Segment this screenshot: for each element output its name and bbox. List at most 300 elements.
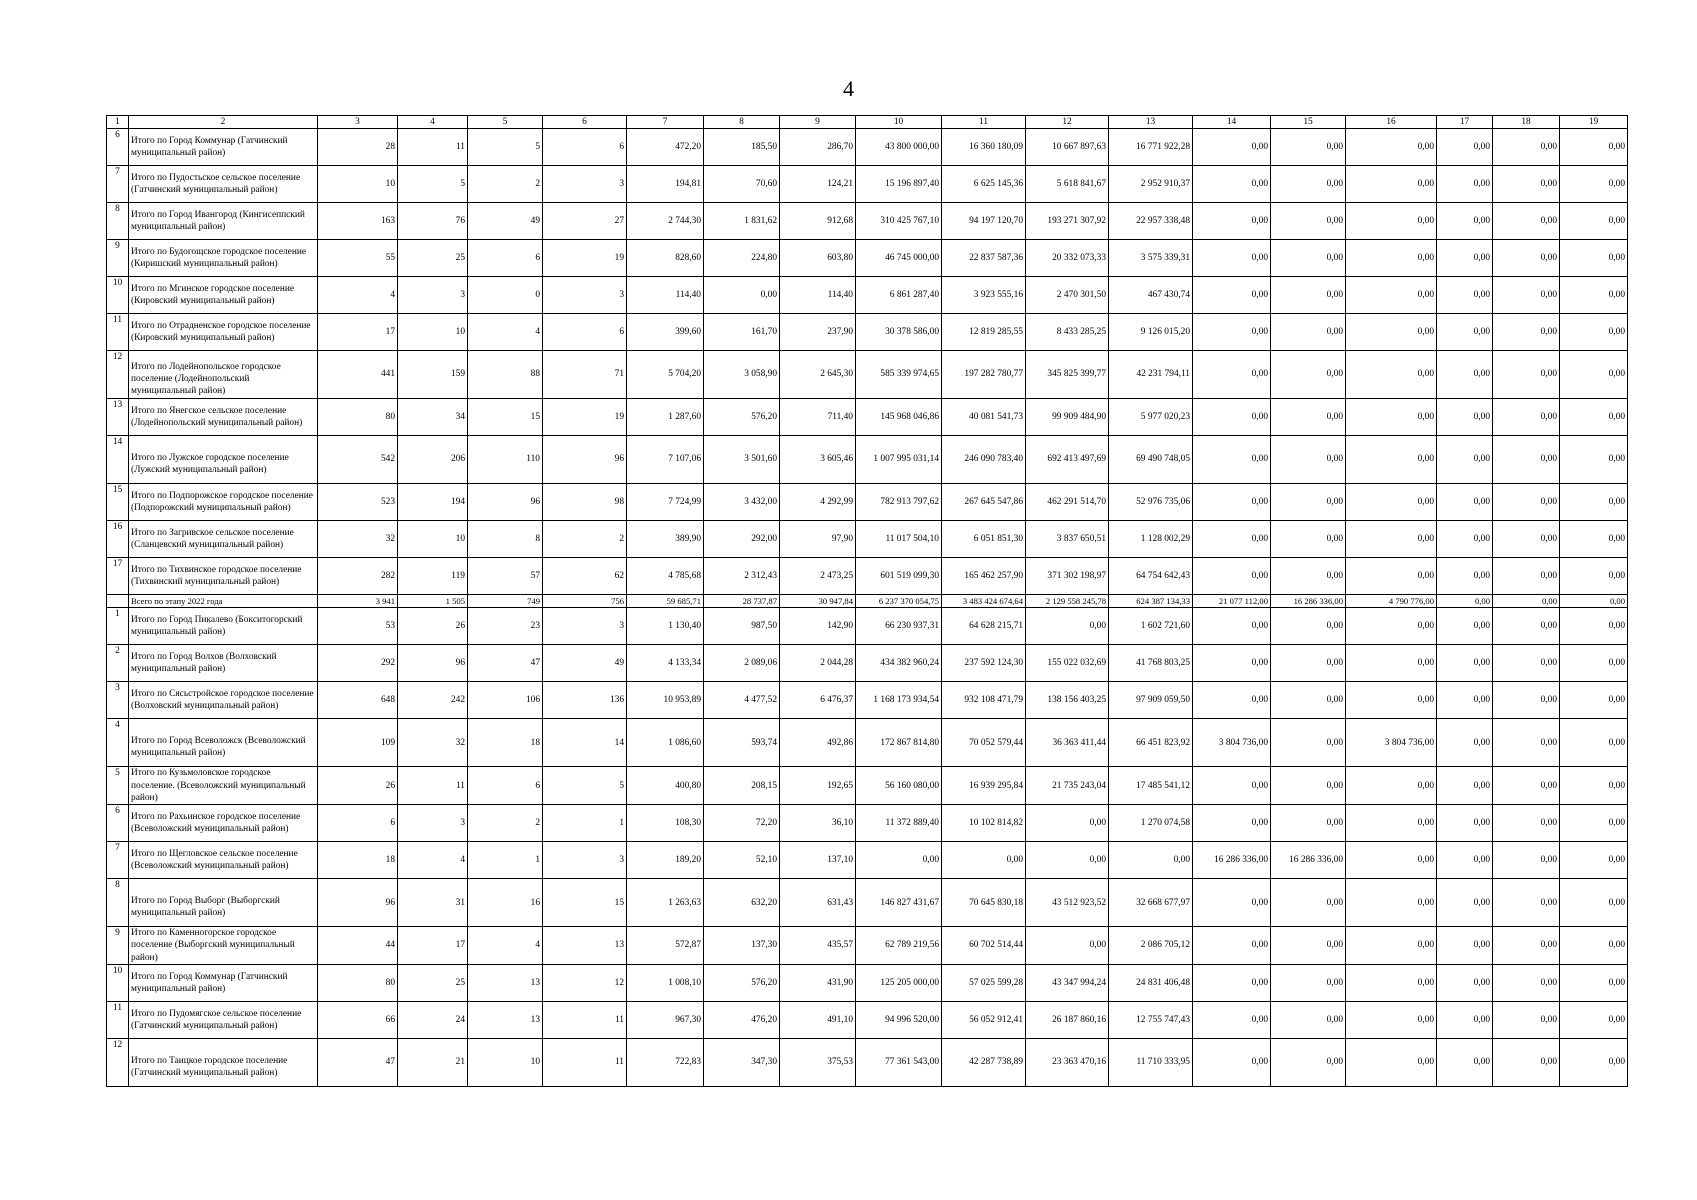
cell-col-13: 16 771 922,28 [1109, 129, 1193, 166]
cell-col-3: 163 [318, 203, 398, 240]
cell-col-19: 0,00 [1560, 595, 1628, 608]
cell-col-10: 601 519 099,30 [856, 558, 942, 595]
cell-col-7: 828,60 [627, 240, 704, 277]
cell-col-14: 0,00 [1193, 927, 1271, 965]
cell-col-8: 2 089,06 [704, 645, 780, 682]
row-name: Итого по Щегловское сельское поселение (Всеволожский муниципальный район) [129, 842, 318, 879]
cell-col-3: 6 [318, 805, 398, 842]
cell-col-8: 161,70 [704, 314, 780, 351]
cell-col-7: 4 133,34 [627, 645, 704, 682]
row-name: Итого по Лужское городское поселение (Лужский муниципальный район) [129, 436, 318, 484]
cell-col-14: 0,00 [1193, 166, 1271, 203]
column-number-3: 3 [318, 116, 398, 129]
cell-col-19: 0,00 [1560, 842, 1628, 879]
cell-col-8: 0,00 [704, 277, 780, 314]
table-row [107, 927, 1628, 965]
row-number: 14 [107, 436, 129, 484]
cell-col-5: 110 [468, 436, 543, 484]
cell-col-11: 70 645 830,18 [942, 879, 1026, 927]
column-number-10: 10 [856, 116, 942, 129]
cell-col-19: 0,00 [1560, 314, 1628, 351]
cell-col-14: 0,00 [1193, 879, 1271, 927]
cell-col-6: 15 [543, 879, 627, 927]
cell-col-6: 96 [543, 436, 627, 484]
cell-col-17: 0,00 [1437, 1039, 1493, 1087]
cell-col-19: 0,00 [1560, 351, 1628, 399]
cell-col-14: 0,00 [1193, 351, 1271, 399]
row-name: Итого по Таицкое городское поселение (Гатчинский муниципальный район) [129, 1039, 318, 1087]
cell-col-6: 3 [543, 608, 627, 645]
cell-col-10: 146 827 431,67 [856, 879, 942, 927]
cell-col-4: 159 [398, 351, 468, 399]
row-number: 5 [107, 767, 129, 805]
row-number: 17 [107, 558, 129, 595]
cell-col-8: 72,20 [704, 805, 780, 842]
row-number: 10 [107, 965, 129, 1002]
cell-col-19: 0,00 [1560, 277, 1628, 314]
cell-col-5: 4 [468, 314, 543, 351]
cell-col-7: 1 086,60 [627, 719, 704, 767]
cell-col-14: 0,00 [1193, 645, 1271, 682]
cell-col-18: 0,00 [1493, 484, 1560, 521]
cell-col-6: 1 [543, 805, 627, 842]
cell-col-5: 6 [468, 767, 543, 805]
row-name: Итого по Город Всеволожск (Всеволожский муниципальный район) [129, 719, 318, 767]
cell-col-15: 0,00 [1271, 927, 1346, 965]
cell-col-10: 66 230 937,31 [856, 608, 942, 645]
table-row [107, 436, 1628, 484]
cell-col-16: 0,00 [1346, 1002, 1437, 1039]
cell-col-3: 32 [318, 521, 398, 558]
cell-col-8: 185,50 [704, 129, 780, 166]
cell-col-14: 0,00 [1193, 965, 1271, 1002]
cell-col-9: 631,43 [780, 879, 856, 927]
cell-col-18: 0,00 [1493, 558, 1560, 595]
cell-col-11: 60 702 514,44 [942, 927, 1026, 965]
cell-col-13: 467 430,74 [1109, 277, 1193, 314]
cell-col-3: 80 [318, 399, 398, 436]
cell-col-16: 0,00 [1346, 351, 1437, 399]
cell-col-9: 711,40 [780, 399, 856, 436]
cell-col-15: 0,00 [1271, 129, 1346, 166]
cell-col-5: 5 [468, 129, 543, 166]
cell-col-11: 16 939 295,84 [942, 767, 1026, 805]
cell-col-12: 5 618 841,67 [1026, 166, 1109, 203]
cell-col-3: 96 [318, 879, 398, 927]
cell-col-15: 0,00 [1271, 277, 1346, 314]
row-name: Итого по Лодейнопольское городское поселение (Лодейнопольский муниципальный район) [129, 351, 318, 399]
cell-col-17: 0,00 [1437, 595, 1493, 608]
cell-col-15: 0,00 [1271, 719, 1346, 767]
row-number: 9 [107, 927, 129, 965]
column-number-6: 6 [543, 116, 627, 129]
column-number-13: 13 [1109, 116, 1193, 129]
cell-col-19: 0,00 [1560, 129, 1628, 166]
cell-col-18: 0,00 [1493, 595, 1560, 608]
cell-col-14: 0,00 [1193, 1039, 1271, 1087]
cell-col-8: 576,20 [704, 399, 780, 436]
cell-col-10: 11 372 889,40 [856, 805, 942, 842]
cell-col-14: 0,00 [1193, 129, 1271, 166]
cell-col-6: 11 [543, 1039, 627, 1087]
table-row [107, 240, 1628, 277]
cell-col-7: 5 704,20 [627, 351, 704, 399]
cell-col-12: 371 302 198,97 [1026, 558, 1109, 595]
cell-col-7: 7 107,06 [627, 436, 704, 484]
cell-col-15: 16 286 336,00 [1271, 595, 1346, 608]
cell-col-4: 32 [398, 719, 468, 767]
cell-col-11: 237 592 124,30 [942, 645, 1026, 682]
cell-col-19: 0,00 [1560, 166, 1628, 203]
cell-col-17: 0,00 [1437, 608, 1493, 645]
cell-col-6: 12 [543, 965, 627, 1002]
cell-col-16: 0,00 [1346, 879, 1437, 927]
cell-col-14: 0,00 [1193, 1002, 1271, 1039]
cell-col-7: 1 263,63 [627, 879, 704, 927]
row-number: 6 [107, 805, 129, 842]
cell-col-8: 593,74 [704, 719, 780, 767]
row-number: 8 [107, 879, 129, 927]
cell-col-18: 0,00 [1493, 879, 1560, 927]
cell-col-7: 189,20 [627, 842, 704, 879]
cell-col-10: 1 168 173 934,54 [856, 682, 942, 719]
cell-col-4: 31 [398, 879, 468, 927]
cell-col-19: 0,00 [1560, 399, 1628, 436]
cell-col-7: 59 685,71 [627, 595, 704, 608]
cell-col-10: 15 196 897,40 [856, 166, 942, 203]
cell-col-16: 0,00 [1346, 645, 1437, 682]
cell-col-3: 109 [318, 719, 398, 767]
cell-col-9: 492,86 [780, 719, 856, 767]
column-number-11: 11 [942, 116, 1026, 129]
cell-col-16: 0,00 [1346, 277, 1437, 314]
cell-col-8: 224,80 [704, 240, 780, 277]
cell-col-9: 124,21 [780, 166, 856, 203]
cell-col-13: 9 126 015,20 [1109, 314, 1193, 351]
cell-col-7: 967,30 [627, 1002, 704, 1039]
cell-col-18: 0,00 [1493, 927, 1560, 965]
column-number-4: 4 [398, 116, 468, 129]
cell-col-15: 0,00 [1271, 965, 1346, 1002]
cell-col-13: 32 668 677,97 [1109, 879, 1193, 927]
cell-col-3: 441 [318, 351, 398, 399]
cell-col-8: 28 737,87 [704, 595, 780, 608]
row-number: 10 [107, 277, 129, 314]
cell-col-9: 30 947,84 [780, 595, 856, 608]
cell-col-4: 4 [398, 842, 468, 879]
cell-col-18: 0,00 [1493, 965, 1560, 1002]
cell-col-5: 49 [468, 203, 543, 240]
column-number-5: 5 [468, 116, 543, 129]
cell-col-9: 142,90 [780, 608, 856, 645]
cell-col-11: 6 625 145,36 [942, 166, 1026, 203]
row-name: Итого по Город Пикалево (Бокситогорский муниципальный район) [129, 608, 318, 645]
cell-col-13: 69 490 748,05 [1109, 436, 1193, 484]
cell-col-19: 0,00 [1560, 719, 1628, 767]
cell-col-7: 1 130,40 [627, 608, 704, 645]
cell-col-11: 42 287 738,89 [942, 1039, 1026, 1087]
cell-col-10: 1 007 995 031,14 [856, 436, 942, 484]
cell-col-11: 40 081 541,73 [942, 399, 1026, 436]
cell-col-16: 0,00 [1346, 129, 1437, 166]
row-name: Итого по Кузьмоловское городское поселение. (Всеволожский муниципальный район) [129, 767, 318, 805]
row-name: Итого по Пудомягское сельское поселение (Гатчинский муниципальный район) [129, 1002, 318, 1039]
cell-col-12: 0,00 [1026, 927, 1109, 965]
cell-col-3: 542 [318, 436, 398, 484]
cell-col-11: 64 628 215,71 [942, 608, 1026, 645]
cell-col-11: 246 090 783,40 [942, 436, 1026, 484]
cell-col-11: 197 282 780,77 [942, 351, 1026, 399]
row-name: Итого по Пудостьское сельское поселение (Гатчинский муниципальный район) [129, 166, 318, 203]
cell-col-14: 0,00 [1193, 521, 1271, 558]
cell-col-8: 4 477,52 [704, 682, 780, 719]
cell-col-8: 632,20 [704, 879, 780, 927]
cell-col-5: 2 [468, 805, 543, 842]
cell-col-11: 94 197 120,70 [942, 203, 1026, 240]
cell-col-10: 6 861 287,40 [856, 277, 942, 314]
cell-col-18: 0,00 [1493, 842, 1560, 879]
cell-col-11: 57 025 599,28 [942, 965, 1026, 1002]
cell-col-5: 10 [468, 1039, 543, 1087]
cell-col-18: 0,00 [1493, 314, 1560, 351]
table-row [107, 608, 1628, 645]
cell-col-19: 0,00 [1560, 1002, 1628, 1039]
column-number-19: 19 [1560, 116, 1628, 129]
cell-col-6: 71 [543, 351, 627, 399]
cell-col-17: 0,00 [1437, 805, 1493, 842]
column-number-9: 9 [780, 116, 856, 129]
cell-col-13: 64 754 642,43 [1109, 558, 1193, 595]
cell-col-12: 2 470 301,50 [1026, 277, 1109, 314]
cell-col-18: 0,00 [1493, 645, 1560, 682]
row-name: Итого по Отрадненское городское поселение (Кировский муниципальный район) [129, 314, 318, 351]
cell-col-5: 18 [468, 719, 543, 767]
cell-col-13: 97 909 059,50 [1109, 682, 1193, 719]
column-number-16: 16 [1346, 116, 1437, 129]
cell-col-17: 0,00 [1437, 645, 1493, 682]
cell-col-3: 28 [318, 129, 398, 166]
cell-col-8: 3 501,60 [704, 436, 780, 484]
total-row [107, 595, 1628, 608]
cell-col-18: 0,00 [1493, 767, 1560, 805]
cell-col-7: 1 008,10 [627, 965, 704, 1002]
cell-col-3: 66 [318, 1002, 398, 1039]
cell-col-4: 206 [398, 436, 468, 484]
cell-col-15: 0,00 [1271, 484, 1346, 521]
cell-col-12: 138 156 403,25 [1026, 682, 1109, 719]
cell-col-15: 0,00 [1271, 608, 1346, 645]
cell-col-4: 1 505 [398, 595, 468, 608]
cell-col-18: 0,00 [1493, 1039, 1560, 1087]
cell-col-12: 692 413 497,69 [1026, 436, 1109, 484]
column-number-14: 14 [1193, 116, 1271, 129]
cell-col-7: 1 287,60 [627, 399, 704, 436]
cell-col-11: 56 052 912,41 [942, 1002, 1026, 1039]
cell-col-11: 267 645 547,86 [942, 484, 1026, 521]
cell-col-18: 0,00 [1493, 521, 1560, 558]
cell-col-7: 7 724,99 [627, 484, 704, 521]
cell-col-19: 0,00 [1560, 558, 1628, 595]
cell-col-19: 0,00 [1560, 879, 1628, 927]
cell-col-9: 137,10 [780, 842, 856, 879]
cell-col-19: 0,00 [1560, 436, 1628, 484]
row-number: 6 [107, 129, 129, 166]
cell-col-12: 0,00 [1026, 805, 1109, 842]
cell-col-11: 12 819 285,55 [942, 314, 1026, 351]
table-row [107, 1002, 1628, 1039]
cell-col-7: 389,90 [627, 521, 704, 558]
cell-col-7: 2 744,30 [627, 203, 704, 240]
cell-col-12: 23 363 470,16 [1026, 1039, 1109, 1087]
cell-col-6: 5 [543, 767, 627, 805]
cell-col-9: 3 605,46 [780, 436, 856, 484]
cell-col-5: 6 [468, 240, 543, 277]
cell-col-9: 6 476,37 [780, 682, 856, 719]
cell-col-9: 114,40 [780, 277, 856, 314]
cell-col-19: 0,00 [1560, 608, 1628, 645]
row-number: 11 [107, 314, 129, 351]
cell-col-17: 0,00 [1437, 399, 1493, 436]
cell-col-5: 4 [468, 927, 543, 965]
table-row [107, 277, 1628, 314]
cell-col-5: 2 [468, 166, 543, 203]
cell-col-11: 3 923 555,16 [942, 277, 1026, 314]
column-number-12: 12 [1026, 116, 1109, 129]
cell-col-7: 572,87 [627, 927, 704, 965]
cell-col-6: 62 [543, 558, 627, 595]
table-row [107, 682, 1628, 719]
cell-col-13: 24 831 406,48 [1109, 965, 1193, 1002]
cell-col-3: 4 [318, 277, 398, 314]
cell-col-3: 55 [318, 240, 398, 277]
cell-col-15: 0,00 [1271, 1039, 1346, 1087]
cell-col-13: 22 957 338,48 [1109, 203, 1193, 240]
cell-col-3: 523 [318, 484, 398, 521]
row-name: Итого по Город Коммунар (Гатчинский муниципальный район) [129, 129, 318, 166]
cell-col-13: 2 086 705,12 [1109, 927, 1193, 965]
cell-col-10: 46 745 000,00 [856, 240, 942, 277]
cell-col-8: 208,15 [704, 767, 780, 805]
cell-col-3: 80 [318, 965, 398, 1002]
cell-col-8: 576,20 [704, 965, 780, 1002]
cell-col-17: 0,00 [1437, 927, 1493, 965]
cell-col-17: 0,00 [1437, 767, 1493, 805]
cell-col-19: 0,00 [1560, 682, 1628, 719]
table-row [107, 719, 1628, 767]
row-number: 9 [107, 240, 129, 277]
cell-col-13: 0,00 [1109, 842, 1193, 879]
cell-col-8: 52,10 [704, 842, 780, 879]
report-table [106, 115, 1628, 1087]
cell-col-13: 52 976 735,06 [1109, 484, 1193, 521]
cell-col-5: 88 [468, 351, 543, 399]
cell-col-4: 11 [398, 129, 468, 166]
cell-col-3: 292 [318, 645, 398, 682]
cell-col-3: 44 [318, 927, 398, 965]
cell-col-17: 0,00 [1437, 842, 1493, 879]
cell-col-9: 97,90 [780, 521, 856, 558]
cell-col-3: 3 941 [318, 595, 398, 608]
cell-col-10: 43 800 000,00 [856, 129, 942, 166]
cell-col-13: 1 270 074,58 [1109, 805, 1193, 842]
table-row [107, 805, 1628, 842]
cell-col-17: 0,00 [1437, 879, 1493, 927]
cell-col-14: 0,00 [1193, 608, 1271, 645]
cell-col-13: 3 575 339,31 [1109, 240, 1193, 277]
cell-col-14: 0,00 [1193, 203, 1271, 240]
cell-col-4: 3 [398, 277, 468, 314]
cell-col-11: 6 051 851,30 [942, 521, 1026, 558]
cell-col-14: 0,00 [1193, 240, 1271, 277]
cell-col-12: 8 433 285,25 [1026, 314, 1109, 351]
cell-col-13: 1 128 002,29 [1109, 521, 1193, 558]
cell-col-7: 399,60 [627, 314, 704, 351]
cell-col-6: 27 [543, 203, 627, 240]
cell-col-17: 0,00 [1437, 558, 1493, 595]
cell-col-4: 34 [398, 399, 468, 436]
cell-col-18: 0,00 [1493, 1002, 1560, 1039]
cell-col-13: 1 602 721,60 [1109, 608, 1193, 645]
row-number: 12 [107, 1039, 129, 1087]
table-row [107, 842, 1628, 879]
cell-col-9: 237,90 [780, 314, 856, 351]
cell-col-10: 94 996 520,00 [856, 1002, 942, 1039]
cell-col-5: 47 [468, 645, 543, 682]
cell-col-16: 0,00 [1346, 166, 1437, 203]
cell-col-14: 3 804 736,00 [1193, 719, 1271, 767]
cell-col-18: 0,00 [1493, 129, 1560, 166]
cell-col-13: 41 768 803,25 [1109, 645, 1193, 682]
cell-col-5: 749 [468, 595, 543, 608]
cell-col-7: 472,20 [627, 129, 704, 166]
cell-col-4: 10 [398, 521, 468, 558]
cell-col-5: 106 [468, 682, 543, 719]
cell-col-15: 0,00 [1271, 879, 1346, 927]
cell-col-12: 0,00 [1026, 608, 1109, 645]
row-number: 3 [107, 682, 129, 719]
cell-col-14: 0,00 [1193, 314, 1271, 351]
cell-col-10: 145 968 046,86 [856, 399, 942, 436]
row-number: 12 [107, 351, 129, 399]
cell-col-14: 16 286 336,00 [1193, 842, 1271, 879]
cell-col-3: 53 [318, 608, 398, 645]
cell-col-14: 0,00 [1193, 277, 1271, 314]
cell-col-18: 0,00 [1493, 240, 1560, 277]
cell-col-16: 0,00 [1346, 767, 1437, 805]
cell-col-18: 0,00 [1493, 682, 1560, 719]
cell-col-3: 282 [318, 558, 398, 595]
cell-col-5: 16 [468, 879, 543, 927]
cell-col-4: 21 [398, 1039, 468, 1087]
cell-col-19: 0,00 [1560, 484, 1628, 521]
cell-col-17: 0,00 [1437, 484, 1493, 521]
cell-col-9: 431,90 [780, 965, 856, 1002]
cell-col-17: 0,00 [1437, 682, 1493, 719]
cell-col-5: 23 [468, 608, 543, 645]
cell-col-9: 2 044,28 [780, 645, 856, 682]
cell-col-10: 30 378 586,00 [856, 314, 942, 351]
cell-col-19: 0,00 [1560, 927, 1628, 965]
cell-col-8: 2 312,43 [704, 558, 780, 595]
cell-col-13: 66 451 823,92 [1109, 719, 1193, 767]
cell-col-3: 10 [318, 166, 398, 203]
cell-col-10: 6 237 370 054,75 [856, 595, 942, 608]
cell-col-13: 5 977 020,23 [1109, 399, 1193, 436]
cell-col-14: 0,00 [1193, 484, 1271, 521]
cell-col-8: 3 432,00 [704, 484, 780, 521]
table-row [107, 351, 1628, 399]
cell-col-15: 0,00 [1271, 521, 1346, 558]
